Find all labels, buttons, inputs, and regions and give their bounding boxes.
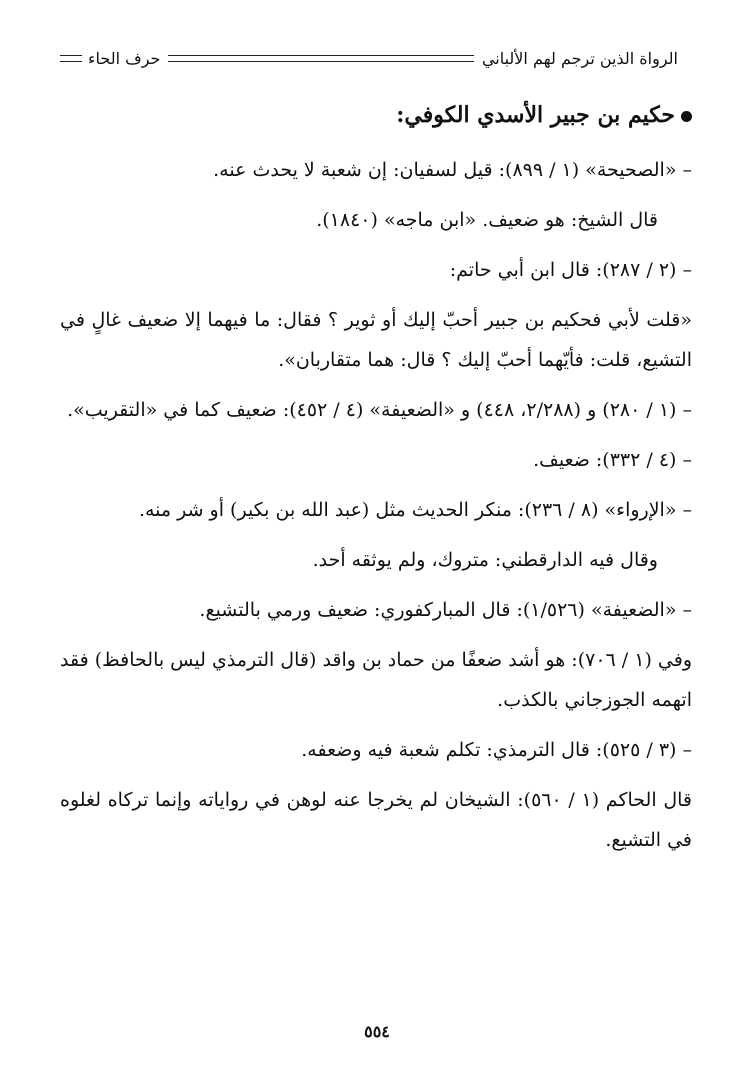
header-rule [168,55,474,62]
entry-body [60,150,692,870]
paragraph-6: – «الإرواء» (٨ / ٢٣٦): منكر الحديث مثل (عبد الله بن بكير) أو شر منه. [138,499,692,521]
paragraph-10: – (٣ / ٥٢٥): قال الترمذي: تكلم شعبة فيه وضعفه. [301,739,692,761]
running-header-title: الرواة الذين ترجم لهم الألباني [481,48,678,68]
paragraph-4: – (١ / ٢٨٠) و (٢/٢٨٨، ٤٤٨) و «الضعيفة» (٤ / ٤٥٢): ضعيف كما في «التقريب». [67,399,692,421]
running-header-section: حرف الحاء [88,48,161,68]
paragraph-8: – «الضعيفة» (١/٥٢٦): قال المباركفوري: ضعيف ورمي بالتشيع. [199,599,692,621]
paragraph-9: وفي (١ / ٧٠٦): هو أشد ضعفًا من حماد بن واقد (قال الترمذي ليس بالحافظ) فقد اتهمه الجوزجاني بالكذب. [59,649,692,711]
paragraph-3: «قلت لأبي فحكيم بن جبير أحبّ إليك أو ثوير ؟ فقال: ما فيهما إلا ضعيف غالٍ في التشيع، قلت: فأيّهما أحبّ إليك ؟ قال: هما متقاربان». [60,309,692,371]
entry-heading [76,102,692,128]
paragraph-7: وقال فيه الدارقطني: متروك، ولم يوثقه أحد. [312,549,658,571]
paragraph-11: قال الحاكم (١ / ٥٦٠): الشيخان لم يخرجا عنه لوهن في رواياته وإنما تركاه لغلوه في التشيع. [60,789,692,851]
entry-heading-text: حكيم بن جبير الأسدي الكوفي: [396,102,675,128]
paragraph-5: – (٤ / ٣٣٢): ضعيف. [533,449,692,471]
paragraph-2: – (٢ / ٢٨٧): قال ابن أبي حاتم: [449,259,692,281]
running-header [60,44,678,72]
paragraph-0: – «الصحيحة» (١ / ٨٩٩): قيل لسفيان: إن شعبة لا يحدث عنه. [213,159,692,181]
page-number: ٥٥٤ [364,1022,390,1041]
bullet-icon [681,111,692,122]
header-rule-short [60,55,82,62]
paragraph-1: قال الشيخ: هو ضعيف. «ابن ماجه» (١٨٤٠). [316,209,658,231]
